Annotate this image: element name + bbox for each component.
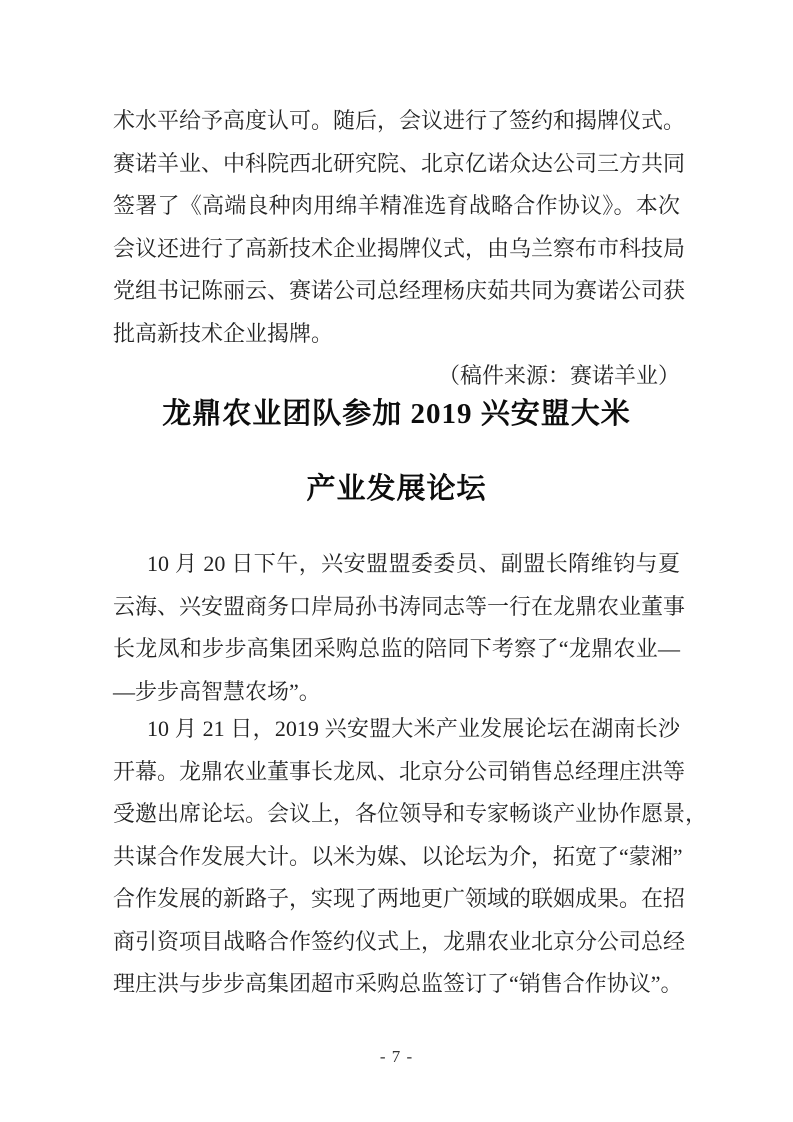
text-line: 商引资项目战略合作签约仪式上，龙鼎农业北京分公司总经	[113, 928, 686, 954]
text-line: —步步高智慧农场”。	[113, 678, 321, 704]
article-title-line-1: 龙鼎农业团队参加 2019 兴安盟大米	[162, 398, 631, 430]
source-attribution: （稿件来源：赛诺羊业）	[437, 363, 680, 388]
text-line: 开幕。龙鼎农业董事长龙凤、北京分公司销售总经理庄洪等	[113, 758, 686, 784]
text-line: 云海、兴安盟商务口岸局孙书涛同志等一行在龙鼎农业董事	[113, 593, 686, 619]
text-line: 签署了《高端良种肉用绵羊精准选育战略合作协议》。本次	[113, 193, 680, 218]
text-line: 赛诺羊业、中科院西北研究院、北京亿诺众达公司三方共同	[113, 150, 686, 176]
text-line: 批高新技术企业揭牌。	[113, 320, 334, 346]
prev-article-paragraph	[113, 100, 686, 398]
text-line: 会议还进行了高新技术企业揭牌仪式，由乌兰察布市科技局	[113, 235, 686, 261]
text-line: 党组书记陈丽云、赛诺公司总经理杨庆茹共同为赛诺公司获	[113, 278, 686, 303]
article-title-line-2: 产业发展论坛	[306, 473, 487, 505]
text-line: 术水平给予高度认可。随后，会议进行了签约和揭牌仪式。	[113, 108, 686, 133]
text-line: 合作发展的新路子，实现了两地更广领域的联姻成果。在招	[113, 886, 686, 911]
body-paragraph	[113, 708, 708, 1006]
text-line: 10 月 20 日下午，兴安盟盟委委员、副盟长隋维钧与夏	[147, 551, 680, 576]
text-line: 受邀出席论坛。会议上，各位领导和专家畅谈产业协作愿景，	[113, 801, 708, 826]
text-line: 长龙凤和步步高集团采购总监的陪同下考察了“龙鼎农业—	[113, 636, 680, 661]
text-line: 共谋合作发展大计。以米为媒、以论坛为介，拓宽了“蒙湘”	[113, 843, 683, 869]
text-line: 理庄洪与步步高集团超市采购总监签订了“销售合作协议”。	[113, 971, 683, 996]
body-paragraph	[113, 543, 686, 713]
page-number: - 7 -	[379, 1047, 414, 1066]
text-line: 10 月 21 日，2019 兴安盟大米产业发展论坛在湖南长沙	[147, 716, 680, 741]
